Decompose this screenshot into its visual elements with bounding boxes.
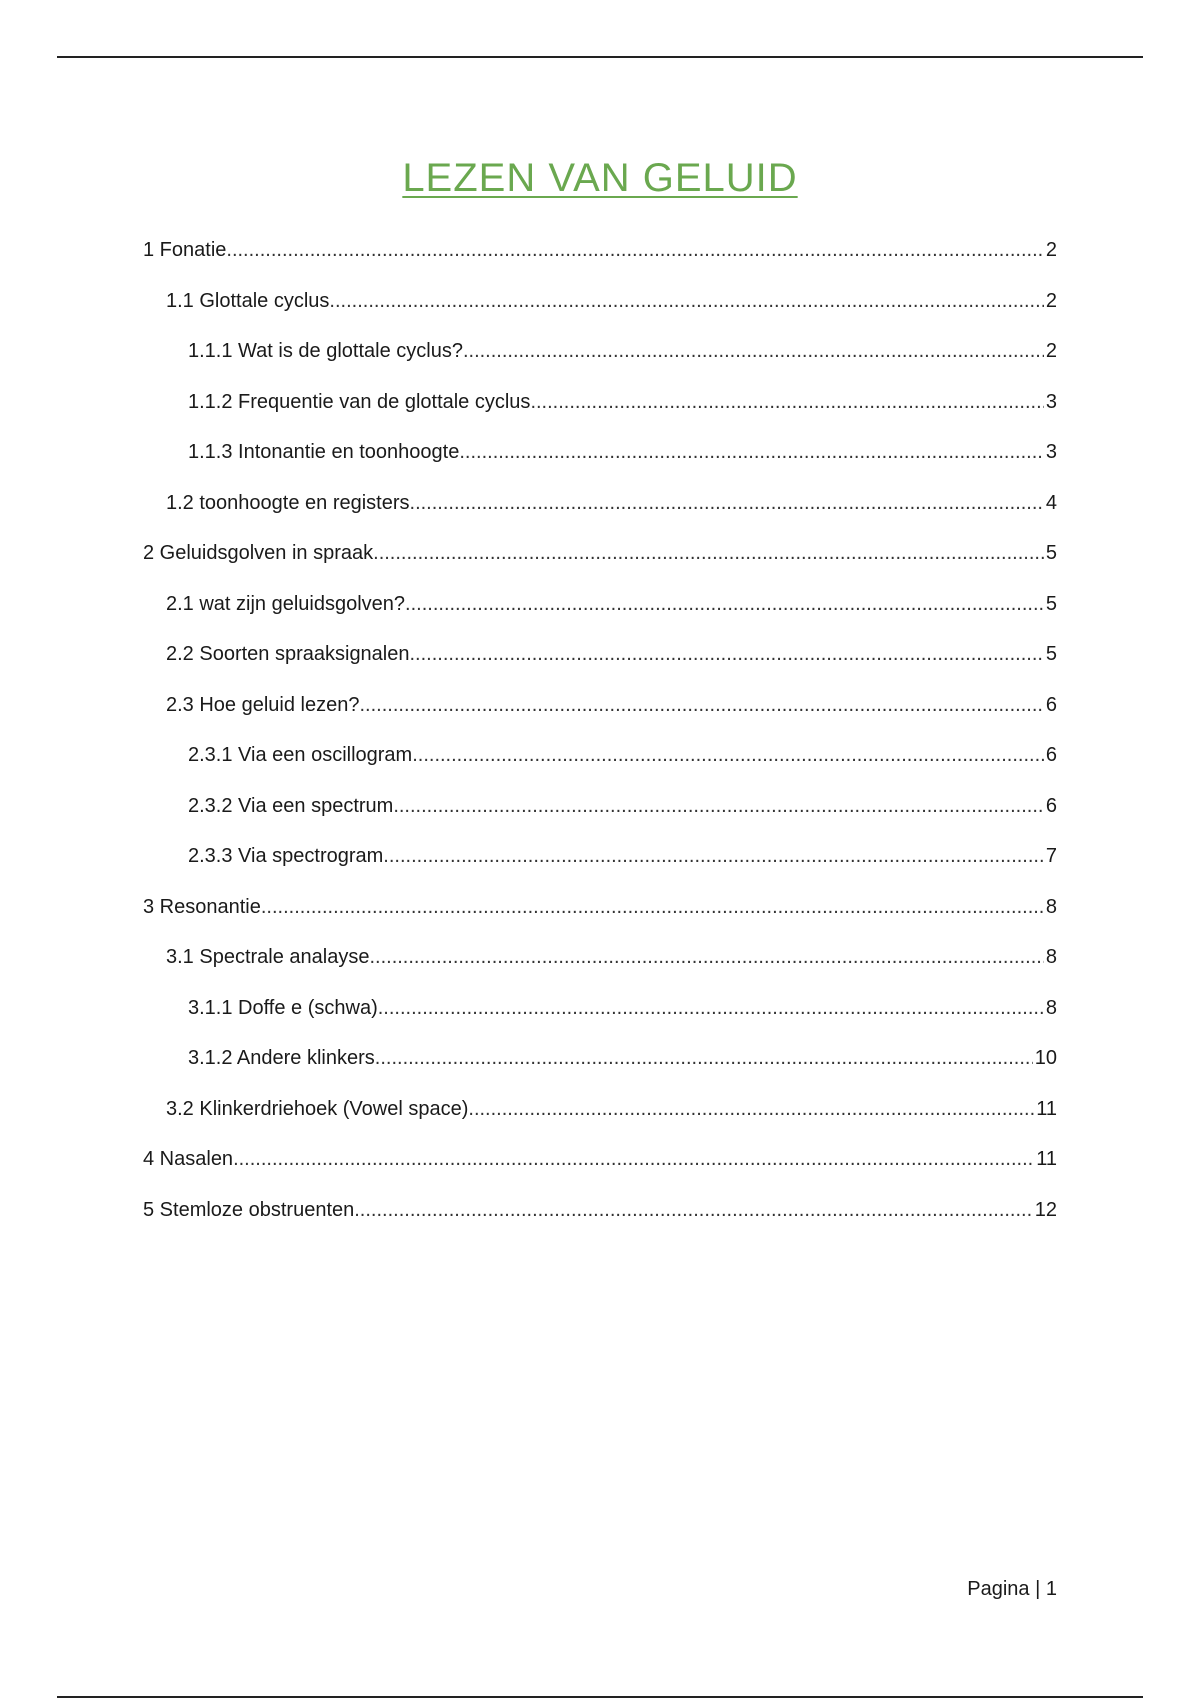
toc-entry-page-number: 8 (1045, 895, 1057, 918)
toc-dot-leader (410, 477, 1044, 528)
toc-entry-label: 1 Fonatie (143, 239, 227, 261)
toc-dot-leader (378, 982, 1044, 1033)
toc-entry-label: 1.1.2 Frequentie van de glottale cyclus (188, 390, 531, 413)
toc-entry[interactable] (143, 578, 1057, 629)
toc-entry-label: 1.2 toonhoogte en registers (166, 491, 410, 514)
toc-entry-page-number: 12 (1034, 1198, 1057, 1221)
toc-dot-leader (359, 679, 1043, 730)
toc-dot-leader (354, 1184, 1033, 1235)
toc-dot-leader (329, 275, 1043, 326)
table-of-contents (143, 224, 1057, 1234)
toc-dot-leader (463, 325, 1044, 376)
toc-entry[interactable] (143, 780, 1057, 831)
toc-entry-page-number: 6 (1045, 744, 1057, 766)
toc-entry[interactable] (143, 628, 1057, 679)
toc-dot-leader (261, 881, 1044, 932)
toc-entry[interactable] (143, 376, 1057, 427)
toc-entry-page-number: 6 (1045, 693, 1057, 716)
toc-entry[interactable] (143, 729, 1057, 780)
toc-entry-label: 1.1.1 Wat is de glottale cyclus? (188, 340, 463, 362)
toc-entry-label: 5 Stemloze obstruenten (143, 1198, 355, 1221)
toc-dot-leader (369, 931, 1043, 982)
header-rule (57, 56, 1143, 58)
toc-entry[interactable] (143, 830, 1057, 881)
toc-entry-page-number: 2 (1045, 239, 1057, 261)
toc-entry-label: 4 Nasalen (143, 1148, 234, 1170)
toc-entry-page-number: 2 (1045, 340, 1057, 362)
toc-entry-page-number: 7 (1045, 845, 1057, 867)
toc-entry-page-number: 3 (1045, 441, 1057, 463)
toc-entry-page-number: 4 (1045, 491, 1057, 514)
document-title: LEZEN VAN GELUID (402, 156, 798, 200)
toc-dot-leader (383, 830, 1044, 881)
toc-entry-label: 2.3 Hoe geluid lezen? (166, 693, 360, 716)
toc-entry-page-number: 8 (1045, 996, 1057, 1019)
toc-entry[interactable] (143, 224, 1057, 275)
toc-dot-leader (233, 1133, 1034, 1184)
toc-entry-page-number: 5 (1045, 592, 1057, 615)
toc-entry-page-number: 11 (1036, 1097, 1057, 1120)
toc-entry-page-number: 5 (1045, 542, 1057, 564)
footer-rule (57, 1696, 1143, 1698)
toc-entry-page-number: 6 (1045, 794, 1057, 817)
toc-entry-label: 2.2 Soorten spraaksignalen (166, 643, 410, 665)
toc-dot-leader (393, 780, 1044, 831)
toc-entry[interactable] (143, 982, 1057, 1033)
toc-entry[interactable] (143, 1133, 1057, 1184)
toc-entry-page-number: 10 (1034, 1047, 1057, 1069)
toc-entry-label: 2 Geluidsgolven in spraak (143, 542, 374, 564)
toc-dot-leader (530, 376, 1043, 427)
toc-entry[interactable] (143, 679, 1057, 730)
toc-entry-label: 2.1 wat zijn geluidsgolven? (166, 592, 406, 615)
toc-entry[interactable] (143, 881, 1057, 932)
toc-entry[interactable] (143, 275, 1057, 326)
toc-entry-label: 2.3.2 Via een spectrum (188, 794, 394, 817)
toc-dot-leader (459, 426, 1044, 477)
toc-dot-leader (410, 628, 1044, 679)
toc-dot-leader (373, 527, 1044, 578)
toc-entry-label: 3.1.2 Andere klinkers (188, 1047, 375, 1069)
toc-entry[interactable] (143, 1032, 1057, 1083)
toc-entry-label: 1.1.3 Intonantie en toonhoogte (188, 441, 460, 463)
toc-entry-label: 3.1 Spectrale analayse (166, 946, 370, 968)
toc-dot-leader (405, 578, 1044, 629)
toc-entry[interactable] (143, 931, 1057, 982)
toc-entry-label: 2.3.1 Via een oscillogram (188, 744, 413, 766)
toc-entry-label: 3 Resonantie (143, 895, 261, 918)
toc-dot-leader (412, 729, 1044, 780)
toc-entry[interactable] (143, 325, 1057, 376)
toc-entry[interactable] (143, 477, 1057, 528)
toc-dot-leader (375, 1032, 1033, 1083)
toc-entry-page-number: 5 (1045, 643, 1057, 665)
toc-entry-page-number: 8 (1045, 946, 1057, 968)
toc-entry-page-number: 2 (1045, 289, 1057, 312)
toc-dot-leader (226, 224, 1043, 275)
toc-entry[interactable] (143, 527, 1057, 578)
toc-entry-page-number: 3 (1045, 390, 1057, 413)
toc-entry[interactable] (143, 426, 1057, 477)
toc-entry-label: 3.2 Klinkerdriehoek (Vowel space) (166, 1097, 469, 1120)
toc-dot-leader (468, 1083, 1034, 1134)
page-footer: Pagina | 1 (967, 1578, 1057, 1600)
toc-entry-label: 1.1 Glottale cyclus (166, 289, 330, 312)
toc-entry-page-number: 11 (1036, 1148, 1057, 1170)
toc-entry[interactable] (143, 1184, 1057, 1235)
toc-entry-label: 3.1.1 Doffe e (schwa) (188, 996, 378, 1019)
toc-entry-label: 2.3.3 Via spectrogram (188, 845, 384, 867)
toc-entry[interactable] (143, 1083, 1057, 1134)
